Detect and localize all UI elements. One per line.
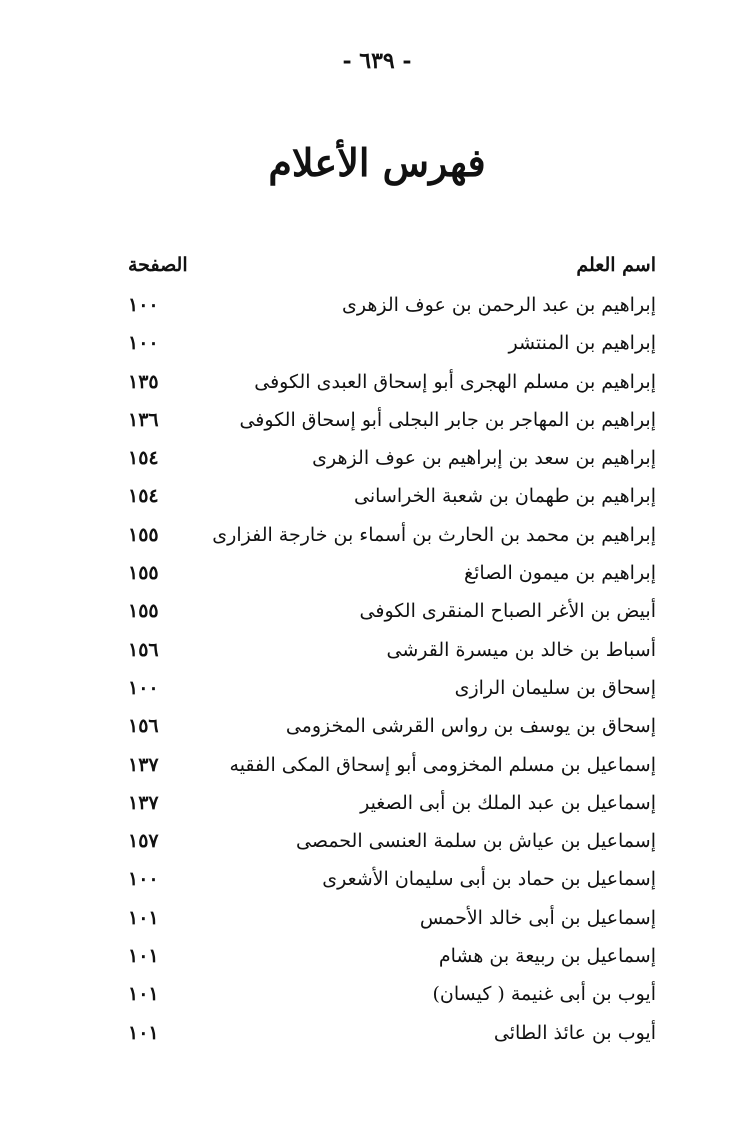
table-row [128, 937, 656, 975]
entry-name: أيوب بن عائذ الطائى [493, 1021, 656, 1044]
table-row [128, 324, 656, 362]
entry-name: إسحاق بن يوسف بن رواس القرشى المخزومى [285, 715, 656, 738]
index-table [128, 245, 656, 1052]
entry-page: ١٠١ [128, 906, 159, 929]
entry-page: ١٠٠ [128, 294, 159, 316]
entry-page: ١٠٠ [128, 868, 159, 891]
entry-page: ١٥٧ [128, 830, 159, 853]
table-row [128, 822, 656, 860]
entry-page: ١٥٤ [128, 485, 159, 508]
table-row [128, 669, 656, 707]
table-row [128, 746, 656, 784]
page-title: فهرس الأعلام [268, 140, 486, 185]
entry-name: إبراهيم بن ميمون الصائغ [464, 562, 656, 585]
entry-page: ١٥٥ [128, 523, 159, 546]
table-row [128, 899, 656, 937]
entry-page: ١٣٧ [128, 791, 159, 814]
table-row [128, 286, 656, 324]
table-row [128, 401, 656, 439]
table-row [128, 592, 656, 630]
entry-page: ١٥٤ [128, 447, 159, 470]
table-row [128, 707, 656, 745]
header-page: الصفحة [128, 254, 188, 276]
table-row [128, 784, 656, 822]
table-header [128, 245, 656, 285]
entry-name: أسباط بن خالد بن ميسرة القرشى [386, 638, 656, 661]
entry-name: إسماعيل بن حماد بن أبى سليمان الأشعرى [322, 868, 656, 891]
entry-name: إبراهيم بن عبد الرحمن بن عوف الزهرى [341, 294, 656, 316]
entry-name: إبراهيم بن المنتشر [508, 332, 656, 355]
entry-name: أبيض بن الأغر الصباح المنقرى الكوفى [359, 600, 656, 623]
entry-name: إسماعيل بن أبى خالد الأحمس [419, 906, 656, 929]
header-name: اسم العلم [576, 254, 656, 276]
page-number: - ٦٣٩ - [342, 48, 412, 74]
entry-page: ١٥٥ [128, 562, 159, 585]
entry-name: إسماعيل بن مسلم المخزومى أبو إسحاق المكى الفقيه [229, 753, 656, 776]
entry-name: إبراهيم بن محمد بن الحارث بن أسماء بن خارجة الفزارى [212, 523, 656, 546]
entry-name: إسماعيل بن عياش بن سلمة العنسى الحمصى [296, 830, 656, 853]
table-row [128, 477, 656, 515]
entry-page: ١٠١ [128, 983, 159, 1006]
table-row [128, 1014, 656, 1052]
table-row [128, 439, 656, 477]
entry-name: أيوب بن أبى غنيمة ( كيسان) [432, 983, 656, 1006]
entry-page: ١٥٦ [128, 715, 159, 738]
entry-name: إسحاق بن سليمان الرازى [454, 676, 656, 699]
entry-page: ١٠٠ [128, 332, 159, 355]
table-row [128, 516, 656, 554]
entry-page: ١٣٥ [128, 370, 159, 393]
entry-name: إبراهيم بن مسلم الهجرى أبو إسحاق العبدى الكوفى [254, 370, 656, 393]
entry-page: ١٠١ [128, 945, 159, 968]
entry-page: ١٥٥ [128, 600, 159, 623]
table-row [128, 631, 656, 669]
table-row [128, 363, 656, 401]
entry-page: ١٥٦ [128, 638, 159, 661]
entry-name: إبراهيم بن طهمان بن شعبة الخراسانى [354, 485, 656, 508]
entry-name: إسماعيل بن ربيعة بن هشام [438, 945, 656, 968]
table-row [128, 860, 656, 898]
table-row [128, 554, 656, 592]
entry-page: ١٠١ [128, 1021, 159, 1044]
entry-page: ١٣٧ [128, 753, 159, 776]
entry-page: ١٠٠ [128, 676, 159, 699]
entry-name: إبراهيم بن سعد بن إبراهيم بن عوف الزهرى [312, 447, 656, 470]
entry-page: ١٣٦ [128, 408, 159, 431]
table-row [128, 975, 656, 1013]
entry-name: إبراهيم بن المهاجر بن جابر البجلى أبو إسحاق الكوفى [239, 408, 656, 431]
entry-name: إسماعيل بن عبد الملك بن أبى الصغير [360, 791, 656, 814]
